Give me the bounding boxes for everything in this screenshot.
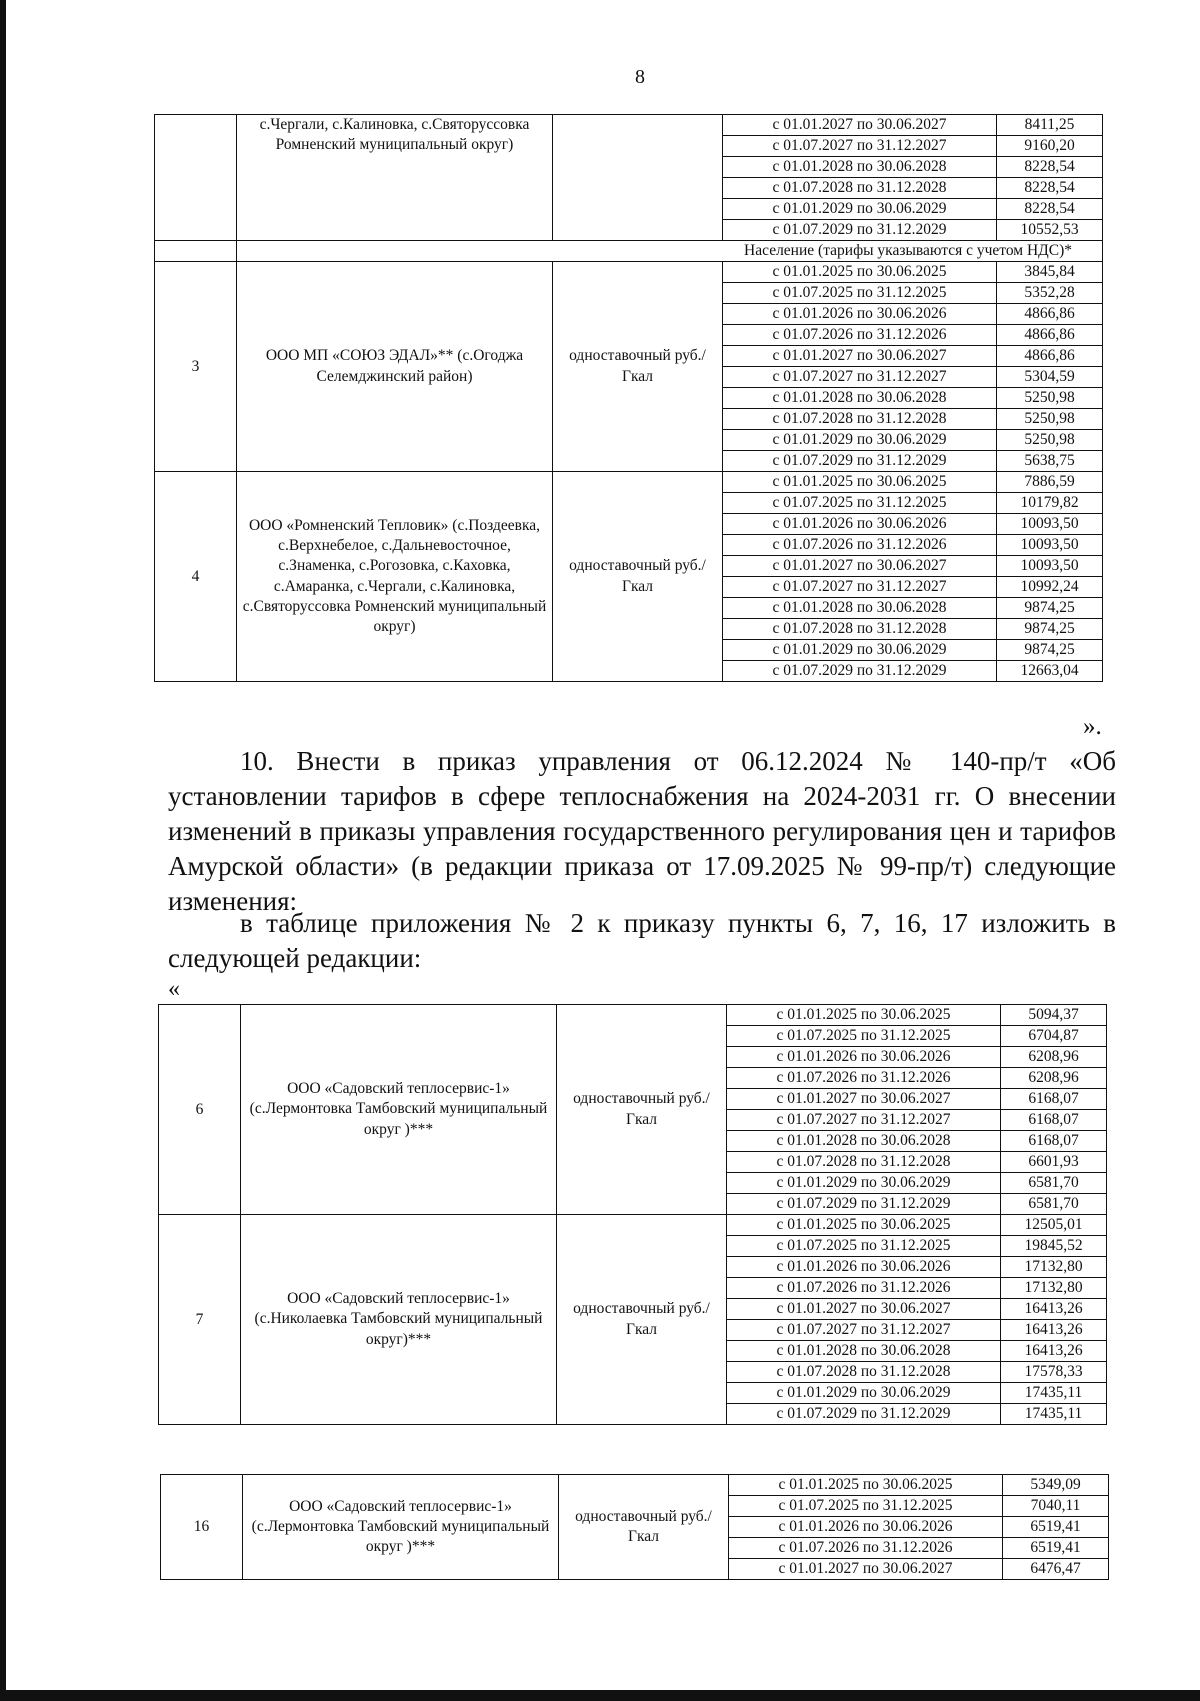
tariff-period: с 01.07.2029 по 31.12.2029 [727, 1194, 1001, 1215]
tariff-value: 17435,11 [1001, 1383, 1107, 1404]
tariff-period: с 01.07.2025 по 31.12.2025 [727, 1026, 1001, 1047]
tariff-period: с 01.07.2026 по 31.12.2026 [729, 1538, 1003, 1559]
tariff-value: 16413,26 [1001, 1341, 1107, 1362]
tariff-value: 5304,59 [997, 367, 1103, 388]
tariff-kind: одноставочный руб./Гкал [553, 262, 723, 472]
tariff-value: 6519,41 [1003, 1538, 1109, 1559]
organization-name: ООО «Садовский теплосервис-1» (с.Лермонтовка Тамбовский муниципальный округ )*** [243, 1475, 559, 1580]
tariff-period: с 01.01.2028 по 30.06.2028 [727, 1131, 1001, 1152]
tariff-period: с 01.01.2027 по 30.06.2027 [727, 1299, 1001, 1320]
tariff-value: 16413,26 [1001, 1320, 1107, 1341]
tariff-value: 10179,82 [997, 493, 1103, 514]
tariff-period: с 01.01.2026 по 30.06.2026 [727, 1257, 1001, 1278]
tariff-period: с 01.01.2025 по 30.06.2025 [727, 1005, 1001, 1026]
tariff-period: с 01.07.2025 по 31.12.2025 [723, 283, 997, 304]
paragraph-10-text: 10. Внести в приказ управления от 06.12.2024 № 140-пр/т «Об установлении тарифов в сфере теплоснабжения на 2024-2031 гг. О внесении изменений в приказы управления государственного регулирования цен и тарифов Амурской области» (в редакции приказа от 17.09.2025 № 99-пр/т) следующие изменения: [168, 746, 1116, 916]
tariff-period: с 01.01.2026 по 30.06.2026 [723, 514, 997, 535]
tariff-period: с 01.01.2029 по 30.06.2029 [727, 1173, 1001, 1194]
tariff-value: 8228,54 [997, 178, 1103, 199]
tariff-value: 10992,24 [997, 577, 1103, 598]
tariff-period: с 01.01.2028 по 30.06.2028 [723, 388, 997, 409]
tariff-period: с 01.01.2027 по 30.06.2027 [729, 1559, 1003, 1580]
tariff-period: с 01.07.2029 по 31.12.2029 [727, 1404, 1001, 1425]
tariff-value: 17435,11 [1001, 1404, 1107, 1425]
tariff-period: с 01.01.2028 по 30.06.2028 [723, 598, 997, 619]
tariff-value: 6208,96 [1001, 1047, 1107, 1068]
tariff-period: с 01.01.2029 по 30.06.2029 [723, 199, 997, 220]
tariff-value: 16413,26 [1001, 1299, 1107, 1320]
tariff-period: с 01.01.2025 по 30.06.2025 [727, 1215, 1001, 1236]
tariff-value: 9160,20 [997, 136, 1103, 157]
opening-quote: « [168, 976, 180, 1002]
tariff-value: 6208,96 [1001, 1068, 1107, 1089]
tariff-period: с 01.07.2028 по 31.12.2028 [723, 178, 997, 199]
tariff-period: с 01.01.2027 по 30.06.2027 [723, 556, 997, 577]
tariff-period: с 01.01.2027 по 30.06.2027 [727, 1089, 1001, 1110]
tariff-value: 5250,98 [997, 430, 1103, 451]
row-number: 4 [155, 472, 237, 682]
tariff-value: 17578,33 [1001, 1362, 1107, 1383]
tariff-period: с 01.01.2029 по 30.06.2029 [727, 1383, 1001, 1404]
tariff-period: с 01.07.2027 по 31.12.2027 [723, 577, 997, 598]
row-number: 16 [161, 1475, 243, 1580]
tariff-kind: одноставочный руб./Гкал [557, 1215, 727, 1425]
row-number: 3 [155, 262, 237, 472]
tariff-period: с 01.07.2026 по 31.12.2026 [727, 1278, 1001, 1299]
tariff-value: 6581,70 [1001, 1173, 1107, 1194]
tariff-value: 5250,98 [997, 409, 1103, 430]
tariff-value: 4866,86 [997, 304, 1103, 325]
tariff-period: с 01.01.2027 по 30.06.2027 [723, 115, 997, 136]
tariff-period: с 01.07.2029 по 31.12.2029 [723, 220, 997, 241]
tariff-value: 6704,87 [1001, 1026, 1107, 1047]
tariff-period: с 01.07.2026 по 31.12.2026 [723, 325, 997, 346]
tariff-period: с 01.01.2029 по 30.06.2029 [723, 640, 997, 661]
tariff-period: с 01.01.2026 по 30.06.2026 [723, 304, 997, 325]
tariff-value: 6476,47 [1003, 1559, 1109, 1580]
organization-name: ООО «Садовский теплосервис-1» (с.Николаевка Тамбовский муниципальный округ)*** [241, 1215, 557, 1425]
tariff-period: с 01.01.2026 по 30.06.2026 [727, 1047, 1001, 1068]
table-row [155, 262, 1103, 283]
row-number [155, 115, 237, 241]
tariff-period: с 01.07.2027 по 31.12.2027 [723, 136, 997, 157]
tariff-period: с 01.07.2029 по 31.12.2029 [723, 661, 997, 682]
organization-name: ООО «Садовский теплосервис-1» (с.Лермонтовка Тамбовский муниципальный округ )*** [241, 1005, 557, 1215]
tariff-value: 5349,09 [1003, 1475, 1109, 1496]
population-header: Население (тарифы указываются с учетом НДС)* [237, 241, 1103, 262]
tariff-value: 10552,53 [997, 220, 1103, 241]
tariff-kind: одноставочный руб./Гкал [559, 1475, 729, 1580]
organization-name: ООО «Ромненский Тепловик» (с.Поздеевка, с.Верхнебелое, с.Дальневосточное, с.Знаменка, с.Рогозовка, с.Каховка, с.Амаранка, с.Чергали, с.Калиновка, с.Святоруссовка Ромненский муниципальный округ) [237, 472, 553, 682]
tariff-value: 17132,80 [1001, 1278, 1107, 1299]
tariff-period: с 01.01.2026 по 30.06.2026 [729, 1517, 1003, 1538]
tariff-value: 6168,07 [1001, 1131, 1107, 1152]
tariff-period: с 01.07.2026 по 31.12.2026 [723, 535, 997, 556]
tariff-kind [553, 115, 723, 241]
tariff-value: 8228,54 [997, 157, 1103, 178]
table-row [159, 1215, 1107, 1236]
tariff-period: с 01.07.2028 по 31.12.2028 [723, 619, 997, 640]
organization-name: ООО МП «СОЮЗ ЭДАЛ»** (с.Огоджа Селемджинский район) [237, 262, 553, 472]
tariff-value: 19845,52 [1001, 1236, 1107, 1257]
tariff-period: с 01.07.2029 по 31.12.2029 [723, 451, 997, 472]
tariff-period: с 01.07.2028 по 31.12.2028 [723, 409, 997, 430]
tariff-value: 9874,25 [997, 619, 1103, 640]
tariff-period: с 01.07.2025 по 31.12.2025 [729, 1496, 1003, 1517]
tariff-period: с 01.07.2028 по 31.12.2028 [727, 1362, 1001, 1383]
page-number: 8 [635, 66, 645, 88]
section-header-row [155, 241, 1103, 262]
tariff-value: 7040,11 [1003, 1496, 1109, 1517]
tariff-value: 5352,28 [997, 283, 1103, 304]
paragraph-table-change [168, 906, 1116, 976]
tariff-period: с 01.01.2027 по 30.06.2027 [723, 346, 997, 367]
organization-name: с.Чергали, с.Калиновка, с.Святоруссовка Ромненский муниципальный округ) [237, 115, 553, 241]
tariff-kind: одноставочный руб./Гкал [557, 1005, 727, 1215]
tariff-period: с 01.01.2028 по 30.06.2028 [727, 1341, 1001, 1362]
row-number: 6 [159, 1005, 241, 1215]
tariff-period: с 01.01.2028 по 30.06.2028 [723, 157, 997, 178]
tariff-table-1 [154, 114, 1103, 682]
table-row [159, 1005, 1107, 1026]
tariff-period: с 01.07.2028 по 31.12.2028 [727, 1152, 1001, 1173]
tariff-period: с 01.07.2026 по 31.12.2026 [727, 1068, 1001, 1089]
tariff-value: 4866,86 [997, 325, 1103, 346]
tariff-value: 6601,93 [1001, 1152, 1107, 1173]
table-row [155, 472, 1103, 493]
tariff-period: с 01.01.2029 по 30.06.2029 [723, 430, 997, 451]
tariff-table-3 [160, 1474, 1109, 1580]
tariff-value: 8411,25 [997, 115, 1103, 136]
paragraph-10 [168, 744, 1116, 919]
paragraph-table-change-text: в таблице приложения № 2 к приказу пункты 6, 7, 16, 17 изложить в следующей редакции: [168, 908, 1116, 973]
tariff-value: 10093,50 [997, 556, 1103, 577]
tariff-value: 12663,04 [997, 661, 1103, 682]
tariff-period: с 01.07.2025 по 31.12.2025 [723, 493, 997, 514]
tariff-kind: одноставочный руб./Гкал [553, 472, 723, 682]
tariff-value: 17132,80 [1001, 1257, 1107, 1278]
closing-quote: ». [1083, 713, 1102, 740]
tariff-value: 12505,01 [1001, 1215, 1107, 1236]
tariff-period: с 01.01.2025 по 30.06.2025 [723, 472, 997, 493]
tariff-value: 10093,50 [997, 514, 1103, 535]
tariff-value: 6519,41 [1003, 1517, 1109, 1538]
tariff-value: 9874,25 [997, 640, 1103, 661]
row-number: 7 [159, 1215, 241, 1425]
scan-border-left [0, 0, 6, 1701]
tariff-value: 10093,50 [997, 535, 1103, 556]
table-row [161, 1475, 1109, 1496]
tariff-period: с 01.01.2025 по 30.06.2025 [729, 1475, 1003, 1496]
tariff-period: с 01.07.2027 по 31.12.2027 [727, 1110, 1001, 1131]
tariff-period: с 01.01.2025 по 30.06.2025 [723, 262, 997, 283]
scan-border-bottom [0, 1690, 1200, 1701]
table-row [155, 115, 1103, 136]
tariff-value: 4866,86 [997, 346, 1103, 367]
tariff-period: с 01.07.2027 по 31.12.2027 [727, 1320, 1001, 1341]
tariff-value: 6581,70 [1001, 1194, 1107, 1215]
tariff-value: 6168,07 [1001, 1089, 1107, 1110]
tariff-value: 8228,54 [997, 199, 1103, 220]
tariff-value: 5638,75 [997, 451, 1103, 472]
tariff-period: с 01.07.2025 по 31.12.2025 [727, 1236, 1001, 1257]
tariff-value: 9874,25 [997, 598, 1103, 619]
tariff-period: с 01.07.2027 по 31.12.2027 [723, 367, 997, 388]
tariff-value: 3845,84 [997, 262, 1103, 283]
tariff-value: 5094,37 [1001, 1005, 1107, 1026]
tariff-value: 7886,59 [997, 472, 1103, 493]
tariff-table-2 [158, 1004, 1107, 1425]
tariff-value: 5250,98 [997, 388, 1103, 409]
section-header-num [155, 241, 237, 262]
tariff-value: 6168,07 [1001, 1110, 1107, 1131]
